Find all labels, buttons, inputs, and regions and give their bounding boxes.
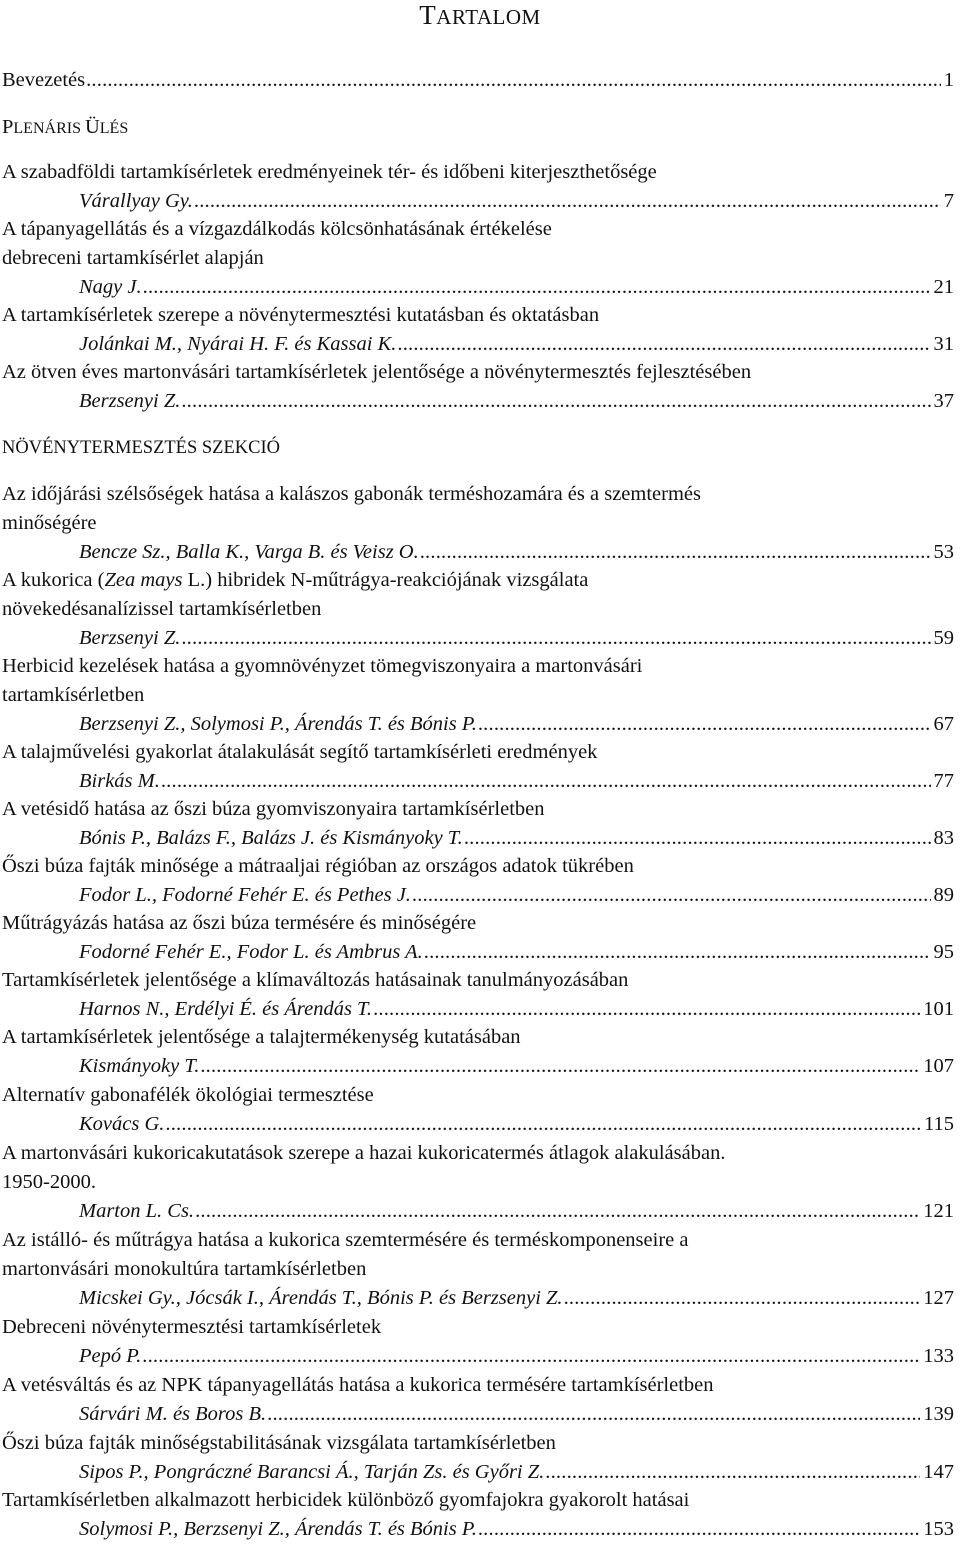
toc-entry[interactable] (79, 1515, 954, 1544)
entry-title: debreceni tartamkísérlet alapján (2, 247, 264, 269)
page-number: 133 (923, 1345, 954, 1367)
entry-title: A martonvásári kukoricakutatások szerepe a hazai kukoricatermés átlagok alakulásában. (2, 1142, 726, 1164)
toc-entry[interactable] (79, 881, 954, 910)
dot-leader (86, 66, 941, 95)
entry-title: Műtrágyázás hatása az őszi búza termésére és minőségére (2, 912, 477, 934)
entry-title: Az istálló- és műtrágya hatása a kukorica szemtermésére és terméskomponenseire a (2, 1229, 689, 1251)
entry-title: 1950-2000. (2, 1171, 96, 1193)
dot-leader (200, 1052, 920, 1081)
entry-authors: Micskei Gy., Jócsák I., Árendás T., Bónis P. és Berzsenyi Z. (79, 1287, 563, 1309)
dot-leader (142, 1342, 920, 1371)
entry-authors: Berzsenyi Z., Solymosi P., Árendás T. és Bónis P. (79, 713, 477, 735)
entry-label: Bevezetés (2, 69, 86, 91)
entry-title: minőségére (2, 512, 97, 534)
page-number: 115 (924, 1113, 954, 1135)
dot-leader (412, 881, 931, 910)
toc-entry[interactable] (79, 1052, 954, 1081)
page-number: 37 (933, 390, 954, 412)
toc-entry[interactable] (79, 767, 954, 796)
page-number: 127 (923, 1287, 954, 1309)
page-number: 77 (933, 770, 954, 792)
entry-title: Herbicid kezelések hatása a gyomnövényzet tömegviszonyaira a martonvásári (2, 655, 643, 677)
page-number: 147 (923, 1461, 954, 1483)
dot-leader (373, 995, 920, 1024)
dot-leader (478, 710, 931, 739)
entry-title: A kukorica (Zea mays L.) hibridek N-műtrágya-reakciójának vizsgálata (2, 569, 589, 591)
page-number: 53 (933, 541, 954, 563)
toc-entry[interactable] (79, 1342, 954, 1371)
entry-authors: Berzsenyi Z. (79, 390, 181, 412)
entry-title: A szabadföldi tartamkísérletek eredményeinek tér- és időbeni kiterjeszthetősége (2, 161, 657, 183)
entry-authors: Sipos P., Pongráczné Barancsi Á., Tarján Zs. és Győri Z. (79, 1461, 545, 1483)
entry-authors: Birkás M. (79, 770, 160, 792)
page-number: 7 (943, 190, 954, 212)
page-number: 121 (923, 1200, 954, 1222)
toc-entry[interactable] (79, 187, 954, 216)
entry-title: A vetésidő hatása az őszi búza gyomviszonyaira tartamkísérletben (2, 798, 545, 820)
dot-leader (194, 187, 941, 216)
page-number: 153 (923, 1518, 954, 1540)
toc-entry[interactable] (79, 1284, 954, 1313)
entry-title: Alternatív gabonafélék ökológiai termesztése (2, 1084, 374, 1106)
toc-entry[interactable] (79, 387, 954, 416)
entry-authors: Pepó P. (79, 1345, 142, 1367)
entry-title: Őszi búza fajták minősége a mátraaljai régióban az országos adatok tükrében (2, 855, 634, 877)
toc-entry[interactable] (79, 330, 954, 359)
toc-entry-introduction[interactable] (2, 66, 954, 95)
toc-entry[interactable] (79, 1400, 954, 1429)
entry-authors: Bónis P., Balázs F., Balázs J. és Kismányoky T. (79, 827, 463, 849)
entry-title: Tartamkísérletben alkalmazott herbicidek különböző gyomfajokra gyakorolt hatásai (2, 1489, 690, 1511)
toc-entry[interactable] (79, 824, 954, 853)
entry-authors: Kovács G. (79, 1113, 165, 1135)
toc-entry[interactable] (79, 273, 954, 302)
section-heading-crop-production: NÖVÉNYTERMESZTÉS SZEKCIÓ (2, 438, 281, 458)
entry-authors: Nagy J. (79, 276, 142, 298)
entry-title: növekedésanalízissel tartamkísérletben (2, 598, 322, 620)
entry-title: martonvásári monokultúra tartamkísérletben (2, 1258, 367, 1280)
entry-authors: Bencze Sz., Balla K., Varga B. és Veisz O. (79, 541, 419, 563)
entry-authors: Fodorné Fehér E., Fodor L. és Ambrus A. (79, 941, 423, 963)
entry-authors: Kismányoky T. (79, 1055, 200, 1077)
dot-leader (143, 273, 931, 302)
entry-title: Debreceni növénytermesztési tartamkísérletek (2, 1316, 382, 1338)
page-title: TARTALOM (419, 0, 541, 30)
dot-leader (397, 330, 930, 359)
entry-authors: Várallyay Gy. (79, 190, 193, 212)
toc-entry[interactable] (79, 624, 954, 653)
entry-title: tartamkísérletben (2, 684, 145, 706)
page-number: 1 (943, 69, 954, 91)
toc-entry[interactable] (79, 938, 954, 967)
entry-title: Tartamkísérletek jelentősége a klímaváltozás hatásainak tanulmányozásában (2, 969, 629, 991)
dot-leader (267, 1400, 920, 1429)
entry-title: A tápanyagellátás és a vízgazdálkodás kölcsönhatásának értékelése (2, 218, 552, 240)
page-number: 83 (933, 827, 954, 849)
entry-authors: Harnos N., Erdélyi É. és Árendás T. (79, 998, 373, 1020)
section-heading-plenary: PLENÁRIS ÜLÉS (2, 116, 129, 138)
dot-leader (165, 1110, 921, 1139)
page-number: 59 (933, 627, 954, 649)
page-number: 139 (923, 1403, 954, 1425)
entry-title: Az időjárási szélsőségek hatása a kalászos gabonák terméshozamára és a szemtermés (2, 483, 701, 505)
dot-leader (424, 938, 931, 967)
dot-leader (181, 624, 930, 653)
toc-entry[interactable] (79, 710, 954, 739)
dot-leader (464, 824, 931, 853)
dot-leader (478, 1515, 920, 1544)
page-number: 89 (933, 884, 954, 906)
page-number: 31 (933, 333, 954, 355)
page-number: 67 (933, 713, 954, 735)
entry-authors: Solymosi P., Berzsenyi Z., Árendás T. és Bónis P. (79, 1518, 477, 1540)
toc-entry[interactable] (79, 1110, 954, 1139)
toc-entry[interactable] (79, 1458, 954, 1487)
page-number: 107 (923, 1055, 954, 1077)
dot-leader (564, 1284, 921, 1313)
toc-entry[interactable] (79, 995, 954, 1024)
toc-entry[interactable] (79, 1197, 954, 1226)
entry-title: A tartamkísérletek szerepe a növénytermesztési kutatásban és oktatásban (2, 304, 600, 326)
dot-leader (195, 1197, 920, 1226)
entry-authors: Marton L. Cs. (79, 1200, 195, 1222)
entry-authors: Berzsenyi Z. (79, 627, 181, 649)
page-number: 21 (933, 276, 954, 298)
entry-title: Őszi búza fajták minőségstabilitásának vizsgálata tartamkísérletben (2, 1432, 556, 1454)
page-number: 95 (933, 941, 954, 963)
dot-leader (420, 538, 931, 567)
entry-authors: Fodor L., Fodorné Fehér E. és Pethes J. (79, 884, 411, 906)
entry-title: A talajművelési gyakorlat átalakulását segítő tartamkísérleti eredmények (2, 741, 598, 763)
page-number: 101 (923, 998, 954, 1020)
entry-title: A tartamkísérletek jelentősége a talajtermékenység kutatásában (2, 1026, 521, 1048)
dot-leader (161, 767, 931, 796)
dot-leader (181, 387, 930, 416)
entry-title: Az ötven éves martonvásári tartamkísérletek jelentősége a növénytermesztés fejlesztésében (2, 361, 752, 383)
entry-title: A vetésváltás és az NPK tápanyagellátás hatása a kukorica termésére tartamkísérletben (2, 1374, 714, 1396)
dot-leader (545, 1458, 920, 1487)
entry-authors: Jolánkai M., Nyárai H. F. és Kassai K. (79, 333, 397, 355)
toc-entry[interactable] (79, 538, 954, 567)
entry-authors: Sárvári M. és Boros B. (79, 1403, 267, 1425)
